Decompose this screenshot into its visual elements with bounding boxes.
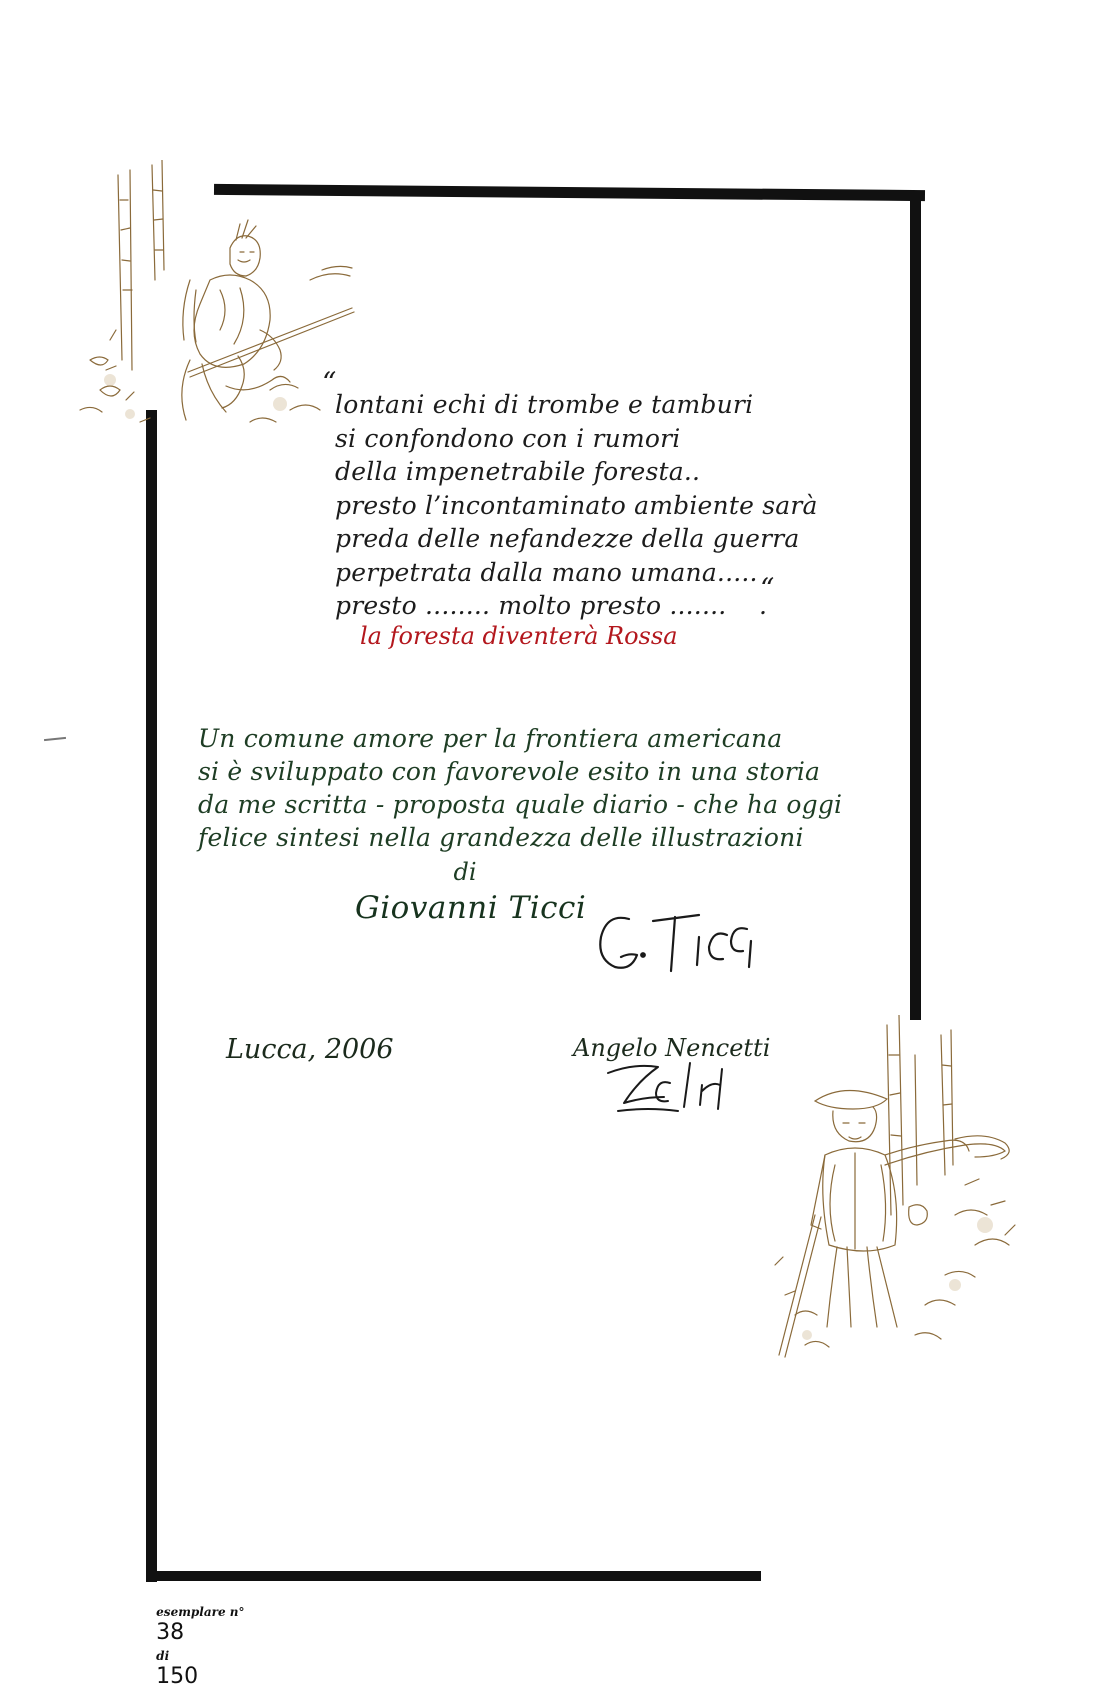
verse-line: lontani echi di trombe e tamburi <box>335 390 754 419</box>
edition-of: di <box>156 1649 170 1663</box>
artist-signature <box>595 905 755 975</box>
verse-line: perpetrata dalla mano umana..... <box>335 557 758 587</box>
frame-right <box>910 192 921 1020</box>
dedication-line: felice sintesi nella grandezza delle illustrazioni <box>198 823 804 852</box>
verse-line: preda delle nefandezze della guerra <box>335 524 800 553</box>
author-signature <box>598 1055 748 1117</box>
place-date: Lucca, 2006 <box>226 1034 394 1065</box>
dedication-block <box>198 722 843 854</box>
dedication-line: si è sviluppato con favorevole esito in una storia <box>198 757 821 786</box>
verse-line: presto l’incontaminato ambiente sarà <box>335 490 818 520</box>
edition-total: 150 <box>156 1664 199 1689</box>
frame-left <box>146 410 157 1582</box>
frame-bottom <box>146 1571 761 1581</box>
dedication-line: da me scritta - proposta quale diario - che ha oggi <box>198 790 843 819</box>
verse-line: presto ........ molto presto ....... . <box>335 591 768 620</box>
frontiersman-illustration <box>755 1015 1055 1390</box>
stray-mark <box>44 737 66 741</box>
verse-open-quote: “ <box>322 366 337 399</box>
edition-label: esemplare n° <box>156 1605 245 1619</box>
by-word: di <box>453 858 477 886</box>
edition-number: 38 <box>156 1620 185 1645</box>
verse-close-quote: “ <box>760 572 775 605</box>
verse-line: si confondono con i rumori <box>335 423 681 453</box>
highlight-line: la foresta diventerà Rossa <box>360 622 678 650</box>
artist-name: Giovanni Ticci <box>355 890 587 926</box>
verse-line: della impenetrabile foresta.. <box>335 457 701 486</box>
author-name: Angelo Nencetti <box>573 1034 771 1062</box>
edition-mark <box>146 1582 244 1689</box>
dedication-line: Un comune amore per la frontiera americana <box>198 724 783 753</box>
verse-block <box>335 388 855 623</box>
